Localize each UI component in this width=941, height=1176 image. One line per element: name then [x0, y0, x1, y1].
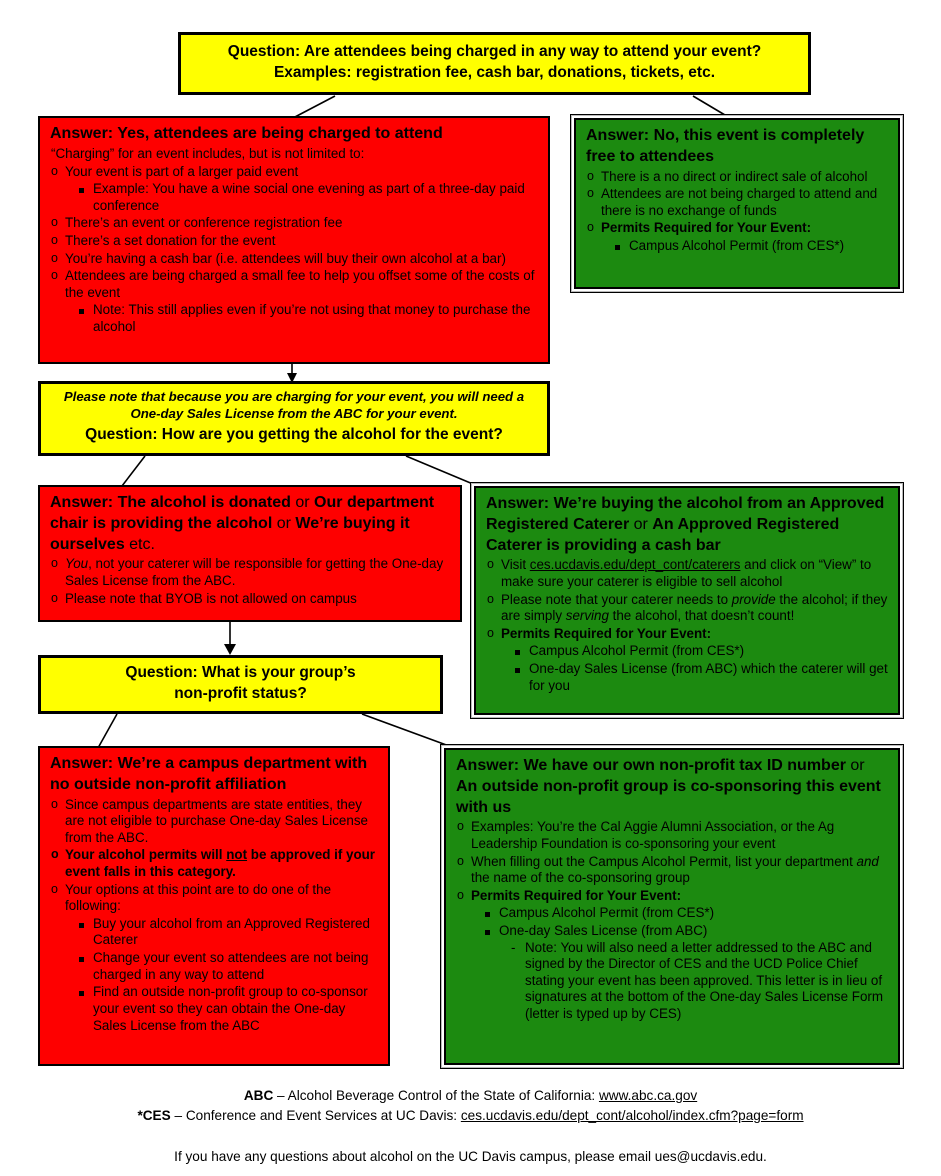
- answer-caterer-list: [486, 557, 888, 694]
- list-item-text: Note: You will also need a letter addressed to the ABC and signed by the Director of CES and the UCD Police Chief stating your event has been approved. This letter is in lieu of signatures at the bottom of the One-day Sales License Form (letter is typed up by CES): [525, 939, 884, 1022]
- list-item-text: Campus Alcohol Permit (from CES*): [629, 238, 845, 254]
- answer-campus-dept-list: [50, 797, 378, 1035]
- sub-list: [601, 238, 888, 255]
- list-item-text: One-day Sales License (from ABC): [499, 923, 708, 939]
- list-item: [486, 626, 888, 694]
- answer-campus-dept-heading: Answer: We’re a campus department with no outside non-profit affiliation: [50, 755, 368, 793]
- sub-sub-list: [499, 940, 888, 1023]
- list-item: [601, 238, 888, 255]
- list-item: o You, not your caterer will be responsible for getting the One-day Sales License from the ABC.: [50, 556, 450, 589]
- question-1-line-2: Examples: registration fee, cash bar, donations, tickets, etc.: [273, 63, 716, 81]
- list-item-text: Your options at this point are to do one of the following:: [65, 881, 332, 914]
- heading-part: or: [276, 514, 296, 532]
- sub-list: [471, 905, 888, 1022]
- answer-yes-list: [50, 164, 538, 336]
- ces-label: *CES: [137, 1108, 171, 1123]
- question-3-line-2: non-profit status?: [174, 684, 307, 702]
- answer-no-free-box: [574, 118, 900, 289]
- list-item-text: Campus Alcohol Permit (from CES*): [499, 905, 715, 921]
- answer-donated-heading: [50, 493, 450, 555]
- answer-campus-department-box: [38, 746, 390, 1066]
- sub-list: [65, 181, 538, 214]
- list-item-text: There’s a set donation for the event: [65, 232, 276, 248]
- list-item: [456, 819, 888, 852]
- heading-part: An Approved Registered Caterer is providing a cash bar: [486, 515, 840, 554]
- list-item: [50, 251, 538, 268]
- answer-buying-from-caterer-box: [474, 486, 900, 715]
- question-3-line-1: Question: What is your group’s: [125, 664, 356, 682]
- list-item: [499, 940, 888, 1023]
- list-item: o Please note that your caterer needs to provide the alcohol; if they are simply serving the alcohol, that doesn’t count!: [486, 592, 888, 625]
- sub-list: [501, 643, 888, 694]
- list-item: [50, 164, 538, 215]
- list-item: [501, 643, 888, 660]
- ces-text: – Conference and Event Services at UC Davis:: [170, 1108, 461, 1123]
- list-item-text: You’re having a cash bar (i.e. attendees will buy their own alcohol at a bar): [65, 250, 506, 266]
- heading-part: or: [295, 494, 315, 511]
- list-item-text: Examples: You’re the Cal Aggie Alumni Association, or the Ag Leadership Foundation is co-sponsoring your event: [471, 819, 835, 851]
- list-item-text: One-day Sales License (from ABC) which the caterer will get for you: [529, 661, 888, 693]
- list-item-text: Campus Alcohol Permit (from CES*): [529, 643, 745, 659]
- question-2-text: Question: How are you getting the alcohol for the event?: [85, 426, 503, 444]
- answer-caterer-heading: [486, 494, 888, 556]
- list-item-text: There’s an event or conference registration fee: [65, 215, 343, 231]
- question-2-note-line-1: Please note that because you are charging for your event, you will need a: [63, 389, 525, 405]
- answer-nonprofit-heading: [456, 756, 888, 818]
- footer-ces-line: [0, 1106, 941, 1126]
- list-item-text: Change your event so attendees are not being charged in any way to attend: [93, 950, 369, 982]
- footer-abc-line: [0, 1086, 941, 1106]
- list-item: [50, 215, 538, 232]
- question-2-note-line-2: One-day Sales License from the ABC for your event.: [130, 406, 458, 422]
- caterers-link[interactable]: ces.ucdavis.edu/dept_cont/caterers: [529, 557, 741, 573]
- list-item: [501, 661, 888, 694]
- list-item-text: Please note that BYOB is not allowed on campus: [65, 590, 357, 606]
- list-item: [471, 905, 888, 922]
- list-item: [586, 169, 888, 186]
- list-item-text: There is a no direct or indirect sale of alcohol: [601, 168, 868, 184]
- list-item: [65, 181, 538, 214]
- list-item: [586, 186, 888, 219]
- heading-part: We’re buying it ourselves: [50, 514, 410, 553]
- list-item: [456, 888, 888, 1023]
- sub-list: [65, 916, 378, 1034]
- list-item: o When filling out the Campus Alcohol Permit, list your department and the name of the co-sponsoring group: [456, 854, 888, 887]
- answer-donated-list: [50, 556, 450, 607]
- answer-nonprofit-box: [444, 748, 900, 1065]
- answer-alcohol-donated-box: [38, 485, 462, 622]
- list-item-text: Buy your alcohol from an Approved Registered Caterer: [93, 915, 370, 948]
- abc-text: – Alcohol Beverage Control of the State of California:: [273, 1088, 599, 1103]
- abc-link[interactable]: www.abc.ca.gov: [598, 1088, 698, 1103]
- ces-link[interactable]: ces.ucdavis.edu/dept_cont/alcohol/index.cfm?page=form: [460, 1108, 804, 1123]
- list-item: [471, 923, 888, 1023]
- list-item-text: Attendees are not being charged to attend and there is no exchange of funds: [601, 186, 878, 218]
- list-item: [50, 882, 378, 1034]
- list-item-text: Find an outside non-profit group to co-sponsor your event so they can obtain the One-day Sales License from the ABC: [93, 984, 368, 1033]
- list-item: [50, 268, 538, 335]
- question-2-box: [38, 381, 550, 456]
- abc-label: ABC: [243, 1088, 274, 1103]
- answer-yes-charged-box: [38, 116, 550, 364]
- footer-contact-line: If you have any questions about alcohol on the UC Davis campus, please email ues@ucdavis.edu.: [174, 1149, 767, 1164]
- heading-part: Answer: We’re buying the alcohol from an Approved Registered Caterer: [486, 495, 885, 533]
- answer-no-list: [586, 169, 888, 255]
- answer-no-heading: Answer: No, this event is completely free to attendees: [586, 127, 865, 165]
- list-item: [586, 220, 888, 254]
- list-item: [65, 302, 538, 335]
- heading-part: etc.: [129, 535, 155, 553]
- question-1-box: [178, 32, 811, 95]
- heading-part: or: [850, 757, 865, 774]
- list-item: o Visit ces.ucdavis.edu/dept_cont/caterers and click on “View” to make sure your caterer is eligible to sell alcohol: [486, 557, 888, 590]
- list-item-text: Your event is part of a larger paid event: [65, 163, 299, 179]
- sub-list: [65, 302, 538, 335]
- list-item: [50, 591, 450, 608]
- list-item-text: Note: This still applies even if you’re not using that money to purchase the alcohol: [93, 302, 531, 335]
- list-item-text: Since campus departments are state entities, they are not eligible to purchase One-day Sales License from the ABC.: [65, 796, 368, 845]
- list-item-text: Attendees are being charged a small fee to help you offset some of the costs of the event: [65, 268, 535, 300]
- heading-part: Answer: We have our own non-profit tax ID number: [456, 757, 851, 774]
- answer-yes-lead: “Charging” for an event includes, but is not limited to:: [51, 145, 365, 161]
- list-item: [65, 984, 378, 1034]
- heading-part: Our department chair is providing the alcohol: [50, 494, 435, 532]
- list-item: [50, 233, 538, 250]
- list-item: o Your alcohol permits will not be approved if your event falls in this category.: [50, 847, 378, 880]
- permits-required-label: Permits Required for Your Event:: [501, 625, 712, 641]
- list-item: [50, 797, 378, 847]
- question-1-line-1: Question: Are attendees being charged in any way to attend your event?: [227, 43, 762, 61]
- permits-required-label: Permits Required for Your Event:: [471, 887, 682, 903]
- heading-part: An outside non-profit group is co-sponsoring this event with us: [456, 777, 881, 816]
- list-item-text: Example: You have a wine social one evening as part of a three-day paid conference: [93, 181, 525, 213]
- heading-part: Answer: The alcohol is donated: [50, 494, 296, 511]
- answer-yes-heading: Answer: Yes, attendees are being charged to attend: [50, 125, 443, 142]
- list-item: [65, 950, 378, 983]
- heading-part: or: [633, 515, 653, 533]
- permits-required-label: Permits Required for Your Event:: [601, 220, 812, 236]
- question-3-box: [38, 655, 443, 714]
- answer-nonprofit-list: [456, 819, 888, 1022]
- list-item: [65, 916, 378, 949]
